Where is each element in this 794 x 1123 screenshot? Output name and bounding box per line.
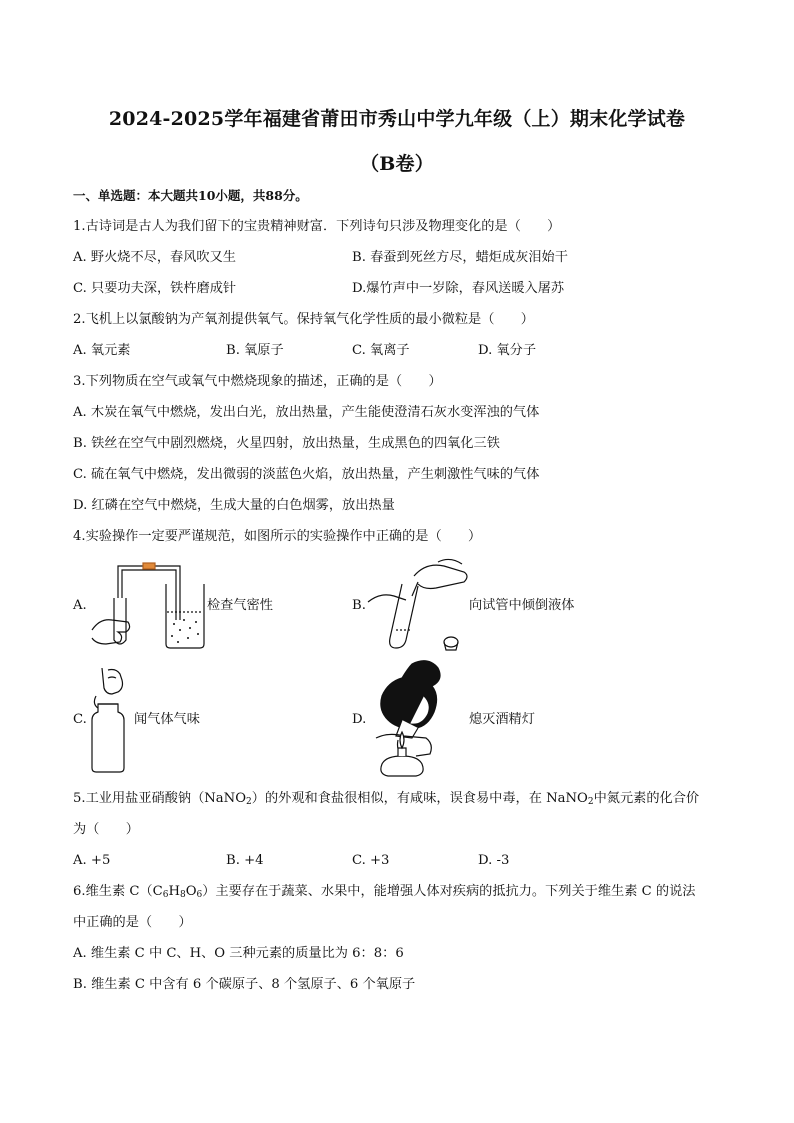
extinguish-lamp-figure bbox=[368, 656, 448, 780]
q1-stem: 1.古诗词是古人为我们留下的宝贵精神财富．下列诗句只涉及物理变化的是（ ） bbox=[73, 219, 561, 234]
q4-option-a-caption: 检查气密性 bbox=[207, 598, 273, 613]
q2-stem: 2.飞机上以氯酸钠为产氧剂提供氧气。保持氧气化学性质的最小微粒是（ ） bbox=[73, 312, 534, 327]
q5-option-c: C. +3 bbox=[352, 853, 390, 868]
q6-stem-part2: ）主要存在于蔬菜、水果中，能增强人体对疾病的抵抗力。下列关于维生素 C 的说法 bbox=[202, 884, 696, 899]
q6-option-a: A. 维生素 C 中 C、H、O 三种元素的质量比为 6：8：6 bbox=[73, 946, 404, 961]
q1-option-d: D.爆竹声中一岁除，春风送暖入屠苏 bbox=[352, 281, 565, 296]
q5-stem-part2: ）的外观和食盐很相似，有咸味，误食易中毒，在 NaNO bbox=[251, 791, 588, 806]
q4-option-d-letter: D. bbox=[352, 712, 367, 727]
q4-option-d-caption: 熄灭酒精灯 bbox=[469, 712, 535, 727]
q6-subscript-3: 6 bbox=[196, 890, 203, 900]
q5-stem-part3: 中氮元素的化合价 bbox=[593, 791, 700, 806]
smell-gas-figure bbox=[86, 664, 136, 774]
q6-formula-o: O bbox=[185, 884, 197, 899]
q5-option-b: B. +4 bbox=[226, 853, 264, 868]
q4-option-a-letter: A. bbox=[73, 598, 87, 613]
q6-subscript-1: 6 bbox=[162, 890, 169, 900]
q2-option-d: D. 氧分子 bbox=[478, 343, 537, 358]
q6-stem-part1: 6.维生素 C（C bbox=[73, 884, 163, 899]
q6-option-b: B. 维生素 C 中含有 6 个碳原子、8 个氢原子、6 个氧原子 bbox=[73, 977, 416, 992]
q5-stem-line2: 为（ ） bbox=[73, 822, 139, 837]
q1-option-a: A. 野火烧不尽，春风吹又生 bbox=[73, 250, 236, 265]
q2-option-a: A. 氧元素 bbox=[73, 343, 131, 358]
exam-subtitle: （B卷） bbox=[360, 153, 434, 175]
q4-option-c-letter: C. bbox=[73, 712, 87, 727]
q4-option-b-caption: 向试管中倾倒液体 bbox=[469, 598, 575, 613]
section-heading: 一、单选题：本大题共10小题，共88分。 bbox=[73, 188, 308, 203]
q6-formula-h: H bbox=[168, 884, 180, 899]
q4-option-b-letter: B. bbox=[352, 598, 366, 613]
q3-option-c: C. 硫在氧气中燃烧，发出微弱的淡蓝色火焰，放出热量，产生刺激性气味的气体 bbox=[73, 467, 540, 482]
airtightness-check-figure bbox=[88, 558, 208, 652]
q5-option-a: A. +5 bbox=[73, 853, 111, 868]
q5-subscript-1: 2 bbox=[246, 797, 252, 807]
exam-title: 2024-2025学年福建省莆田市秀山中学九年级（上）期末化学试卷 bbox=[108, 108, 686, 130]
q5-option-d: D. -3 bbox=[478, 853, 510, 868]
q5-subscript-2: 2 bbox=[587, 797, 594, 807]
q4-stem: 4.实验操作一定要严谨规范，如图所示的实验操作中正确的是（ ） bbox=[73, 529, 482, 544]
q5-stem bbox=[73, 790, 699, 811]
q3-option-b: B. 铁丝在空气中剧烈燃烧，火星四射，放出热量，生成黑色的四氧化三铁 bbox=[73, 436, 500, 451]
q2-option-b: B. 氧原子 bbox=[226, 343, 284, 358]
q6-subscript-2: 8 bbox=[179, 890, 186, 900]
q1-option-b: B. 春蚕到死丝方尽，蜡炬成灰泪始干 bbox=[352, 250, 568, 265]
q3-stem: 3.下列物质在空气或氧气中燃烧现象的描述，正确的是（ ） bbox=[73, 374, 442, 389]
q5-stem-part1: 5.工业用盐亚硝酸钠（NaNO bbox=[73, 791, 247, 806]
q4-option-c-caption: 闻气体气味 bbox=[134, 712, 200, 727]
q6-stem-line2: 中正确的是（ ） bbox=[73, 915, 192, 930]
q3-option-d: D. 红磷在空气中燃烧，生成大量的白色烟雾，放出热量 bbox=[73, 498, 395, 513]
q1-option-c: C. 只要功夫深，铁杵磨成针 bbox=[73, 281, 237, 296]
q2-option-c: C. 氧离子 bbox=[352, 343, 410, 358]
q3-option-a: A. 木炭在氧气中燃烧，发出白光，放出热量，产生能使澄清石灰水变浑浊的气体 bbox=[73, 405, 540, 420]
q6-stem bbox=[73, 883, 695, 904]
